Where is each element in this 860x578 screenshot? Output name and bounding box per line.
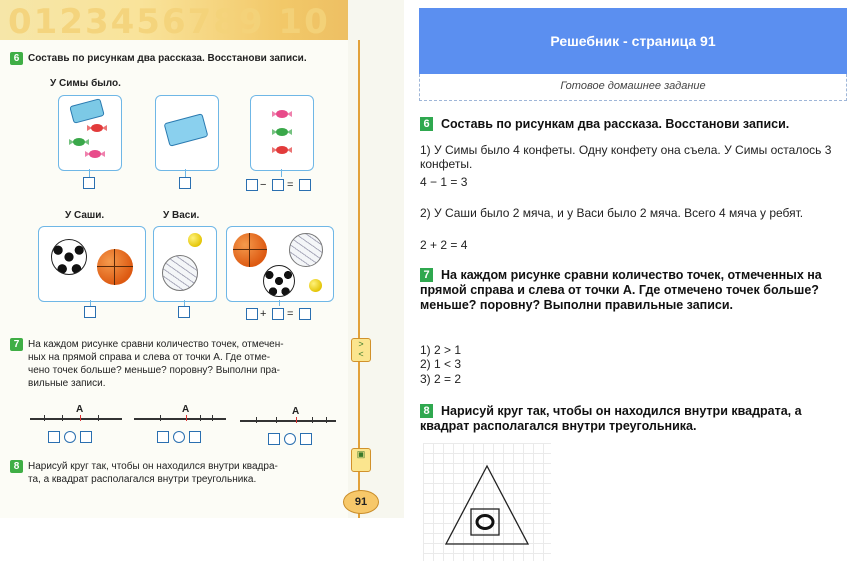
book-task-7-line-4: вильные записи.: [28, 378, 106, 389]
candy-icon: [276, 128, 288, 136]
soccer-ball-icon: [263, 265, 295, 297]
picture-stem: [185, 169, 186, 177]
task-7-title: На каждом рисунке сравни количество точек, отмеченных на прямой справа и слева от точки А. Где отмечено точек больше? меньше? поровну? Выполни правильные записи.: [420, 268, 822, 312]
point-a-label: А: [292, 406, 300, 417]
answer-box: [299, 308, 311, 320]
page-margin: [348, 0, 404, 518]
picture-sima-1: [58, 95, 122, 171]
compare-circle: [64, 431, 76, 443]
tick: [256, 417, 257, 423]
answer-box: [272, 179, 284, 191]
margin-line: [358, 40, 360, 518]
book-task-7-line-3: чено точек больше? меньше? поровну? Выполни пра-: [28, 365, 280, 376]
basketball-icon: [233, 233, 267, 267]
answer-box: [83, 177, 95, 189]
answer-box: [178, 306, 190, 318]
tennis-ball-icon: [188, 233, 202, 247]
task-8-title: Нарисуй круг так, чтобы он находился внутри квадрата, а квадрат располагался внутри треугольника.: [420, 404, 802, 433]
picture-sima-2: [155, 95, 219, 171]
answer-box: [189, 431, 201, 443]
answer-box: [246, 179, 258, 191]
picture-sima-3: [250, 95, 314, 171]
candy-icon: [276, 146, 288, 154]
header-digits: 0123456789 10: [8, 2, 330, 42]
task-6-story-2: 2) У Саши было 2 мяча, и у Васи было 2 мяча. Всего 4 мяча у ребят.: [420, 206, 804, 220]
sasha-label: У Саши.: [65, 210, 105, 221]
candy-icon: [91, 124, 103, 132]
book-task-7-line-1: На каждом рисунке сравни количество точек, отмечен-: [28, 339, 284, 350]
vasya-label: У Васи.: [163, 210, 200, 221]
answer-box: [84, 306, 96, 318]
candy-icon: [276, 110, 288, 118]
answer-box: [246, 308, 258, 320]
picture-sasha: [38, 226, 146, 302]
picture-vasya: [153, 226, 217, 302]
compare-circle: [173, 431, 185, 443]
tick: [296, 417, 297, 423]
tick: [44, 415, 45, 421]
tick: [312, 417, 313, 423]
tick: [80, 415, 81, 421]
task-7-answer-2: 2) 1 < 3: [420, 357, 462, 371]
volleyball-icon: [162, 255, 198, 291]
candy-icon: [73, 138, 85, 146]
tick: [200, 415, 201, 421]
compare-circle: [284, 433, 296, 445]
spiral-square-icon: ▣: [351, 448, 371, 472]
answer-box: [300, 433, 312, 445]
book-task-8-number: 8: [10, 460, 23, 473]
sima-label: У Симы было.: [50, 78, 121, 89]
answer-box: [299, 179, 311, 191]
answer-box: [157, 431, 169, 443]
soccer-ball-icon: [51, 239, 87, 275]
circle-shape: [477, 516, 493, 529]
task-7-answer-1: 1) 2 > 1: [420, 343, 462, 357]
task-7-answer-3: 3) 2 = 2: [420, 372, 462, 386]
picture-stem: [279, 300, 280, 306]
book-task-8-line-2: та, а квадрат располагался внутри треугольника.: [28, 474, 257, 485]
basketball-icon: [97, 249, 133, 285]
textbook-page-image: [0, 0, 404, 518]
task-6-badge: 6: [420, 117, 433, 131]
tick: [62, 415, 63, 421]
page-title: Решебник - страница 91: [419, 8, 847, 74]
task-6-story-1: 1) У Симы было 4 конфеты. Одну конфету она съела. У Симы осталось 3 конфеты.: [420, 143, 832, 171]
number-line: [240, 420, 336, 422]
candy-icon: [89, 150, 101, 158]
point-a-label: А: [182, 404, 190, 415]
plus-sign: +: [260, 308, 267, 320]
answer-box: [179, 177, 191, 189]
square-shape: [471, 509, 499, 535]
tennis-ball-icon: [309, 279, 322, 292]
task-6-expression-1: 4 − 1 = 3: [420, 175, 468, 189]
candy-box-icon: [69, 98, 105, 124]
book-task-6-number: 6: [10, 52, 23, 65]
answer-box: [48, 431, 60, 443]
tick: [186, 415, 187, 421]
tick: [98, 415, 99, 421]
book-task-8-line-1: Нарисуй круг так, чтобы он находился внутри квадра-: [28, 461, 278, 472]
volleyball-icon: [289, 233, 323, 267]
triangle-shape: [446, 466, 528, 544]
task-8-badge: 8: [420, 404, 433, 418]
answer-box: [272, 308, 284, 320]
equals-sign: =: [287, 179, 294, 191]
book-page-number: 91: [343, 490, 379, 514]
page-subtitle: Готовое домашнее задание: [419, 74, 847, 101]
picture-total: [226, 226, 334, 302]
tick: [326, 417, 327, 423]
tick: [212, 415, 213, 421]
task-6-title: Составь по рисункам два рассказа. Восстанови записи.: [441, 117, 790, 131]
task-7-badge: 7: [420, 268, 433, 282]
answer-box: [268, 433, 280, 445]
picture-stem: [281, 169, 282, 177]
equals-sign: =: [287, 308, 294, 320]
compare-sign-icon: > <: [351, 338, 371, 362]
point-a-label: А: [76, 404, 84, 415]
picture-stem: [89, 169, 90, 177]
triangle-square-circle-drawing: [440, 460, 540, 550]
book-task-7-number: 7: [10, 338, 23, 351]
candy-box-icon: [164, 113, 209, 147]
book-task-7-line-2: ных на прямой справа и слева от точки А. Где отме-: [28, 352, 271, 363]
book-task-6-text: Составь по рисункам два рассказа. Восстанови записи.: [28, 53, 307, 64]
tick: [160, 415, 161, 421]
minus-sign: −: [260, 179, 267, 191]
task-6-expression-2: 2 + 2 = 4: [420, 238, 468, 252]
answer-box: [80, 431, 92, 443]
tick: [276, 417, 277, 423]
